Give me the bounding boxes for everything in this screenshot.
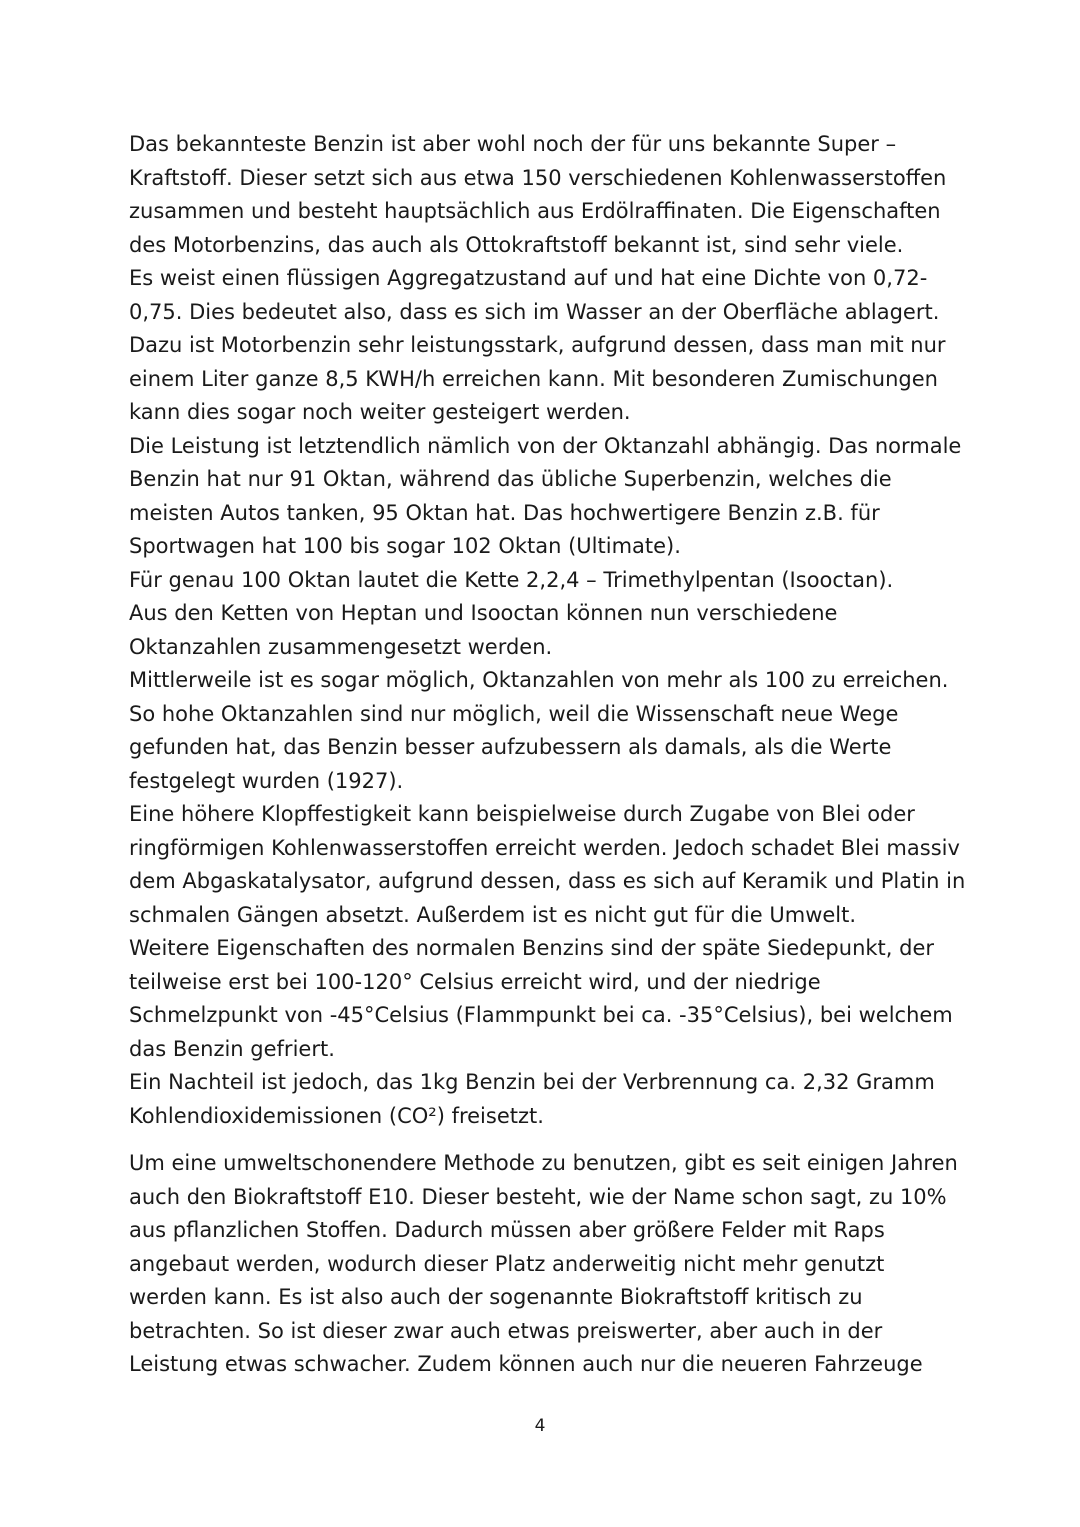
page-number: 4 bbox=[534, 1416, 546, 1436]
text-line: Oktanzahlen zusammengesetzt werden. bbox=[129, 634, 553, 659]
text-line: Die Leistung ist letztendlich nämlich von der Oktanzahl abhängig. Das normale bbox=[129, 433, 962, 458]
text-line: des Motorbenzins, das auch als Ottokraftstoff bekannt ist, sind sehr viele. bbox=[129, 232, 904, 257]
text-line: schmalen Gängen absetzt. Außerdem ist es nicht gut für die Umwelt. bbox=[129, 902, 857, 927]
text-line: Schmelzpunkt von -45°Celsius (Flammpunkt bei ca. -35°Celsius), bei welchem bbox=[129, 1003, 953, 1027]
text-line: Kraftstoff. Dieser setzt sich aus etwa 150 verschiedenen Kohlenwasserstoffen bbox=[129, 165, 947, 190]
paragraph-biokraftstoff bbox=[129, 1147, 959, 1382]
text-line: das Benzin gefriert. bbox=[129, 1036, 335, 1061]
text-line: angebaut werden, wodurch dieser Platz anderweitig nicht mehr genutzt bbox=[129, 1251, 885, 1276]
text-line: Dazu ist Motorbenzin sehr leistungsstark, aufgrund dessen, dass man mit nur bbox=[129, 333, 946, 357]
text-line: Sportwagen hat 100 bis sogar 102 Oktan (Ultimate). bbox=[129, 534, 681, 558]
text-line: 0,75. Dies bedeutet also, dass es sich im Wasser an der Oberfläche ablagert. bbox=[129, 299, 940, 324]
text-line: Aus den Ketten von Heptan und Isooctan können nun verschiedene bbox=[129, 601, 838, 625]
text-line: So hohe Oktanzahlen sind nur möglich, weil die Wissenschaft neue Wege bbox=[129, 701, 899, 726]
text-line: auch den Biokraftstoff E10. Dieser besteht, wie der Name schon sagt, zu 10% bbox=[129, 1184, 947, 1209]
text-line: Mittlerweile ist es sogar möglich, Oktanzahlen von mehr als 100 zu erreichen. bbox=[129, 668, 949, 692]
text-line: Benzin hat nur 91 Oktan, während das übliche Superbenzin, welches die bbox=[129, 467, 892, 491]
text-line: Kohlendioxidemissionen (CO²) freisetzt. bbox=[129, 1103, 544, 1128]
text-line: Eine höhere Klopffestigkeit kann beispielweise durch Zugabe von Blei oder bbox=[129, 802, 915, 826]
text-line: Es weist einen flüssigen Aggregatzustand auf und hat eine Dichte von 0,72- bbox=[129, 266, 928, 290]
text-line: Leistung etwas schwacher. Zudem können auch nur die neueren Fahrzeuge bbox=[129, 1352, 923, 1376]
text-line: aus pflanzlichen Stoffen. Dadurch müssen aber größere Felder mit Raps bbox=[129, 1218, 885, 1242]
text-line: ringförmigen Kohlenwasserstoffen erreicht werden. Jedoch schadet Blei massiv bbox=[129, 835, 960, 860]
paragraph-benzin-properties bbox=[129, 128, 966, 1133]
text-line: meisten Autos tanken, 95 Oktan hat. Das hochwertigere Benzin z.B. für bbox=[129, 500, 880, 525]
text-line: Das bekannteste Benzin ist aber wohl noch der für uns bekannte Super – bbox=[129, 132, 897, 156]
text-line: festgelegt wurden (1927). bbox=[129, 768, 404, 793]
text-line: einem Liter ganze 8,5 KWH/h erreichen kann. Mit besonderen Zumischungen bbox=[129, 366, 938, 391]
text-line: Um eine umweltschonendere Methode zu benutzen, gibt es seit einigen Jahren bbox=[129, 1151, 958, 1175]
text-line: gefunden hat, das Benzin besser aufzubessern als damals, als die Werte bbox=[129, 735, 892, 759]
text-line: teilweise erst bei 100-120° Celsius erreicht wird, und der niedrige bbox=[129, 969, 821, 994]
text-line: Ein Nachteil ist jedoch, das 1kg Benzin bei der Verbrennung ca. 2,32 Gramm bbox=[129, 1070, 935, 1094]
text-line: Weitere Eigenschaften des normalen Benzins sind der späte Siedepunkt, der bbox=[129, 936, 935, 960]
text-line: werden kann. Es ist also auch der sogenannte Biokraftstoff kritisch zu bbox=[129, 1285, 863, 1309]
text-line: kann dies sogar noch weiter gesteigert werden. bbox=[129, 400, 631, 424]
text-line: betrachten. So ist dieser zwar auch etwas preiswerter, aber auch in der bbox=[129, 1318, 883, 1343]
text-line: Für genau 100 Oktan lautet die Kette 2,2,4 – Trimethylpentan (Isooctan). bbox=[129, 567, 894, 592]
text-line: zusammen und besteht hauptsächlich aus Erdölraffinaten. Die Eigenschaften bbox=[129, 199, 941, 223]
text-line: dem Abgaskatalysator, aufgrund dessen, dass es sich auf Keramik und Platin in bbox=[129, 869, 966, 893]
